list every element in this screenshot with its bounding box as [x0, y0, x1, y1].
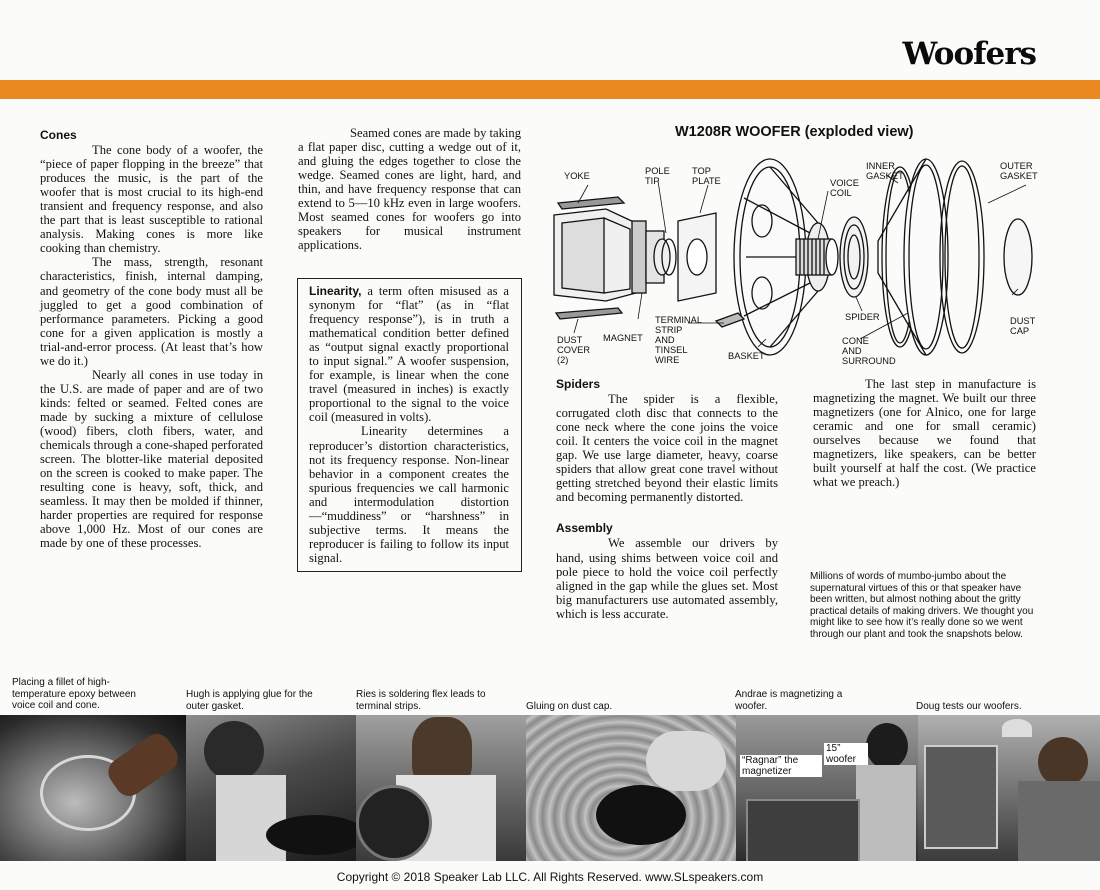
assembly-paragraph: We assemble our drivers by hand, using shims between voice coil and pole piece to hold the voice coil perfectly aligned in the gap while the glues set. Most big manufacturers use automated assembly, which is less accurate. — [556, 536, 778, 621]
diagram-title: W1208R WOOFER (exploded view) — [675, 124, 914, 140]
label-terminal-strip: TERMINAL STRIP AND TINSEL WIRE — [655, 315, 703, 365]
spider-part — [840, 217, 868, 297]
photo-epoxy-fillet — [0, 715, 186, 861]
terminal-strip-part — [716, 313, 744, 327]
caption-4: Gluing on dust cap. — [526, 701, 613, 712]
dust-cap-part — [1004, 219, 1032, 295]
cones-paragraph-1: The cone body of a woofer, the “piece of paper flopping in the breeze” that produces the music, is the part of the woofer that is most crucial to its high-end transient and frequency response, and also the part that is least susceptible to rational analysis. Making cones is more like cooking than chemistry. — [40, 143, 263, 256]
label-outer-gasket: OUTER GASKET — [1000, 161, 1038, 181]
column-magnetizing — [813, 377, 1036, 489]
label-top-plate: TOP PLATE — [692, 166, 721, 186]
linearity-definition: a term often misused as a synonym for “flat” (as in “flat frequency response”), is in truth a mathematical condition better defined as “output signal exactly proportional to input signal.” A woofer suspension, for example, is linear when the cone travel (measured in inches) is exactly proportional to the signal to the voice coil (measured in volts). — [309, 284, 509, 425]
photo-magnetizing — [736, 715, 918, 861]
cones-heading: Cones — [40, 128, 77, 142]
copyright-footer: Copyright © 2018 Speaker Lab LLC. All Rights Reserved. www.SLspeakers.com — [336, 870, 764, 884]
assembly-heading: Assembly — [556, 521, 613, 536]
seamed-cones-paragraph: Seamed cones are made by taking a flat paper disc, cutting a wedge out of it, and gluing the edges together to close the wedge. Seamed cones are light, hard, and thin, and have frequency response that can extend to 5—10 kHz even in large woofers. Most seamed cones for woofers go into speakers for musical instrument applications. — [298, 126, 521, 253]
linearity-paragraph-2: Linearity determines a reproducer’s distortion characteristics, not its frequency response. Non-linear behavior in a component creates the spurious frequencies we call harmonic and intermodulation distortion—“muddiness” or “harshness” in subjective terms. It means the reproducer is failing to follow its input signal. — [309, 424, 509, 565]
label-ragnar: “Ragnar” the magnetizer — [740, 755, 822, 777]
linearity-term: Linearity, — [309, 284, 362, 298]
top-plate-part — [678, 213, 716, 301]
label-voice-coil: VOICE COIL — [830, 178, 859, 198]
photo-strip — [0, 715, 1100, 861]
caption-1: Placing a fillet of high-temperature epoxy between voice coil and cone. — [12, 677, 136, 712]
dust-cover-part — [556, 308, 622, 319]
page-title: Woofers — [902, 36, 1036, 72]
column-spiders-assembly — [556, 377, 778, 621]
photo-soldering — [356, 715, 526, 861]
column-cones — [40, 128, 263, 550]
caption-2: Hugh is applying glue for the outer gasket. — [186, 689, 313, 712]
linearity-paragraph-1 — [309, 284, 509, 424]
label-15-woofer: 15” woofer — [824, 743, 868, 765]
spiders-paragraph: The spider is a flexible, corrugated cloth disc that connects to the cone neck where the cone joins the voice coil. It centers the voice coil in the magnet gap. We use large diameter, heavy, coarse spiders that allow great cone travel without getting stretched beyond their elastic limits and becoming permanently distorted. — [556, 392, 778, 505]
photo-outer-gasket-glue — [186, 715, 356, 861]
caption-5: Andrae is magnetizing a woofer. — [735, 689, 843, 712]
label-basket: BASKET — [728, 351, 765, 361]
spiders-heading: Spiders — [556, 377, 601, 391]
voice-coil-part — [796, 239, 838, 275]
label-yoke: YOKE — [564, 171, 590, 181]
label-magnet: MAGNET — [603, 333, 643, 343]
photo-dust-cap — [526, 715, 736, 861]
column-seamed-cones — [298, 126, 521, 252]
header-accent-bar — [0, 80, 1100, 99]
label-cone-surround: CONE AND SURROUND — [842, 336, 896, 366]
magnetizing-paragraph: The last step in manufacture is magnetizing the magnet. We built our three magnetizers (one for Alnico, one for large ceramic and one for small ceramic) ourselves because we found that magnetizers, like speakers, can be better built yourself at half the cost. (We practice what we preach.) — [813, 377, 1036, 490]
linearity-sidebar — [297, 278, 522, 572]
cones-paragraph-2: The mass, strength, resonant characteristics, finish, internal damping, and geometry of the cone body must all be juggled to get a good combination of performance parameters. Picking a good cone for a given application is mostly a trial-and-error process. (At least that’s how we do it.) — [40, 255, 263, 368]
label-spider: SPIDER — [845, 312, 880, 322]
cones-paragraph-3: Nearly all cones in use today in the U.S. are made of paper and are of two kinds: felted or seamed. Felted cones are made by sucking a mixture of cellulose (wood) fibers, cloth fibers, water, and chemicals through a cone-shaped perforated screen. The blotter-like material deposited on the screen is cooked to make paper. The resulting cone is heavy, soft, thick, and seamless. It may then be molded if thinner, harder properties are required for response above 1,000 Hz. Most of our cones are made by one of these processes. — [40, 367, 263, 551]
snapshots-note: Millions of words of mumbo-jumbo about the supernatural virtues of this or that speaker have been written, but almost nothing about the gritty practical details of making drivers. We thought you might like to see how it’s really done so we went through our plant and took the snapshots below. — [810, 571, 1034, 640]
photo-testing — [918, 715, 1100, 861]
label-dust-cap: DUST CAP — [1010, 316, 1036, 336]
yoke-part — [554, 209, 636, 301]
label-dust-cover: DUST COVER (2) — [557, 335, 591, 365]
caption-3: Ries is soldering flex leads to terminal strips. — [356, 689, 486, 712]
caption-6: Doug tests our woofers. — [916, 701, 1022, 712]
label-pole-tip: POLE TIP — [645, 166, 670, 186]
label-inner-gasket: INNER GASKET — [866, 161, 904, 181]
